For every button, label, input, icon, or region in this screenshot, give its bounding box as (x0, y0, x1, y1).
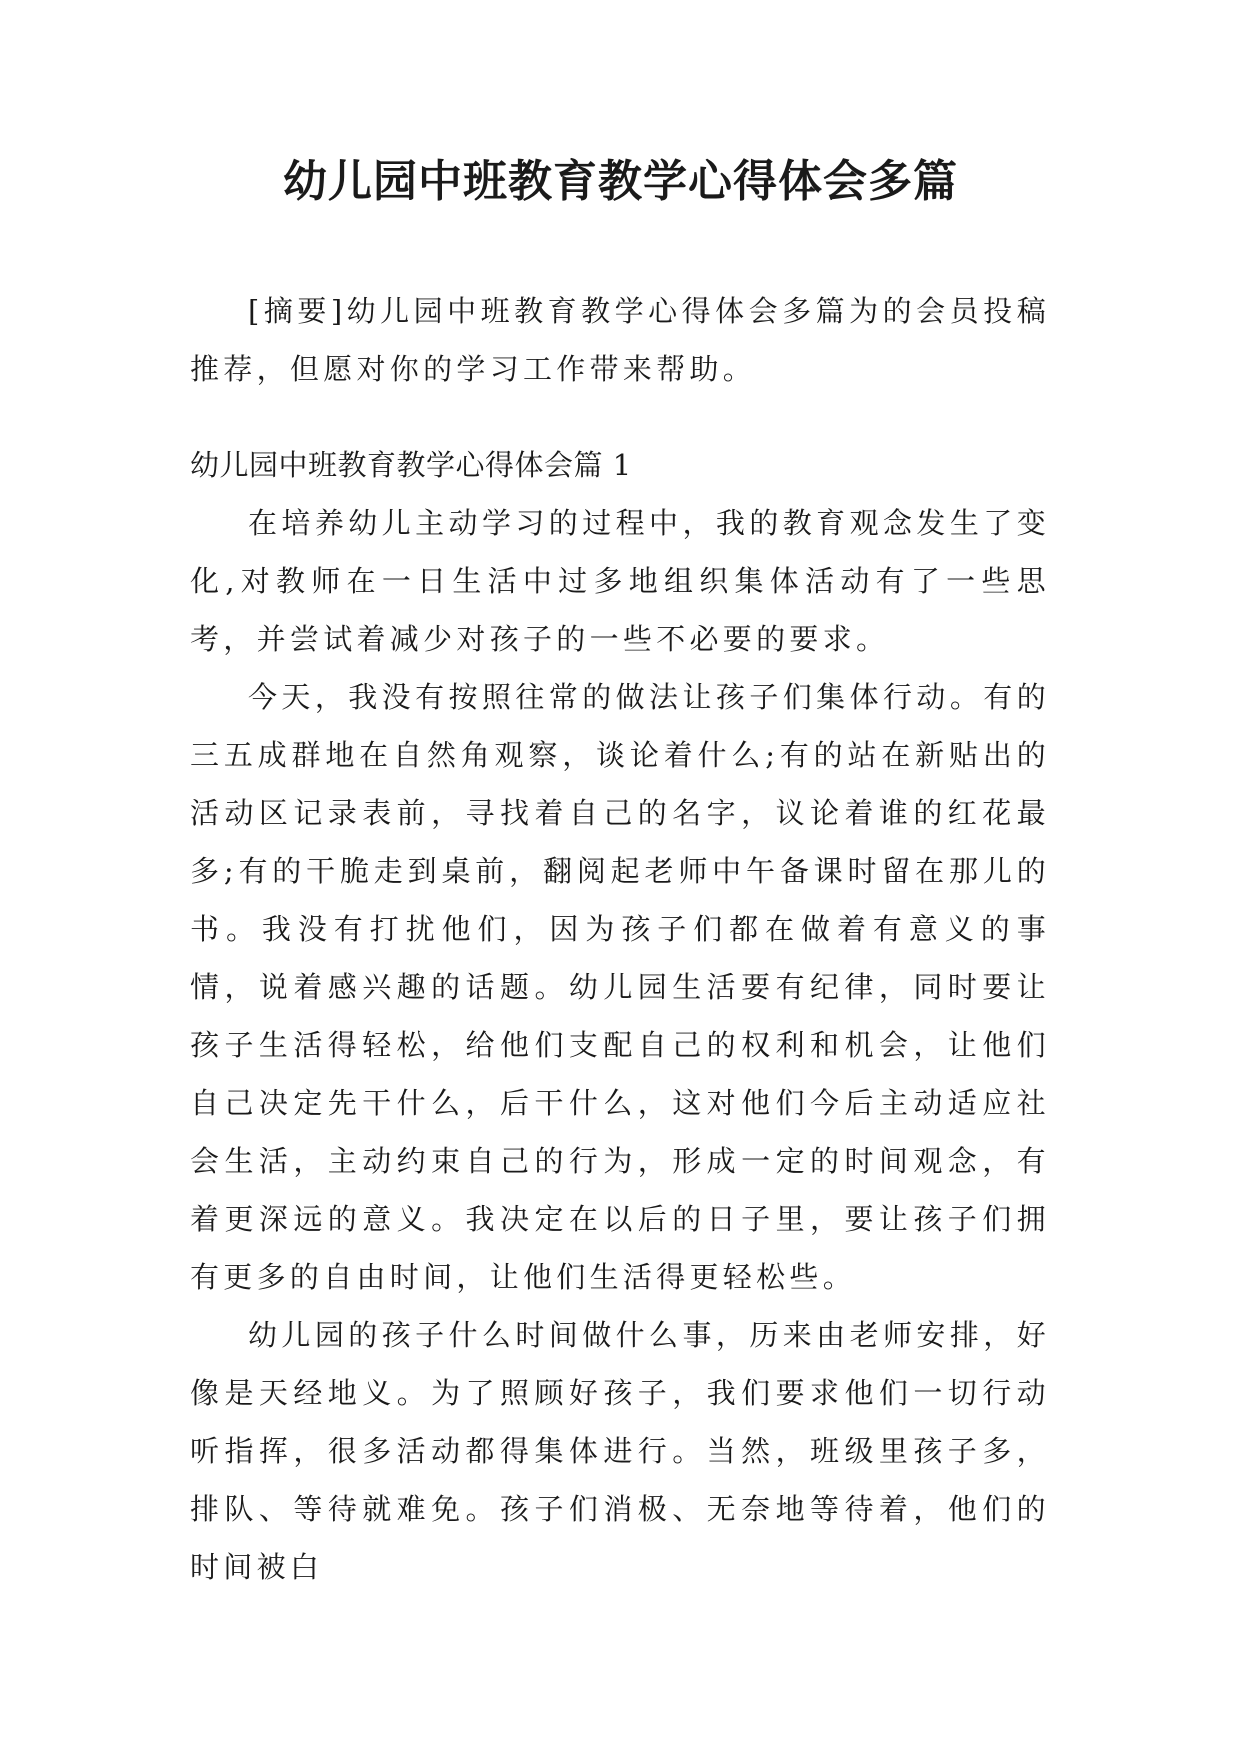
document-title: 幼儿园中班教育教学心得体会多篇 (283, 156, 958, 207)
document-body (190, 282, 1050, 1596)
abstract-paragraph: [摘要]幼儿园中班教育教学心得体会多篇为的会员投稿推荐，但愿对你的学习工作带来帮助。 (190, 294, 1050, 386)
body-paragraph-3: 幼儿园的孩子什么时间做什么事，历来由老师安排，好像是天经地义。为了照顾好孩子，我们要求他们一切行动听指挥，很多活动都得集体进行。当然，班级里孩子多，排队、等待就难免。孩子们消极、无奈地等待着，他们的时间被白 (190, 1318, 1050, 1584)
body-paragraph-2: 今天，我没有按照往常的做法让孩子们集体行动。有的三五成群地在自然角观察，谈论着什么;有的站在新贴出的活动区记录表前，寻找着自己的名字，议论着谁的红花最多;有的干脆走到桌前，翻阅起老师中午备课时留在那儿的书。我没有打扰他们，因为孩子们都在做着有意义的事情，说着感兴趣的话题。幼儿园生活要有纪律，同时要让孩子生活得轻松，给他们支配自己的权利和机会，让他们自己决定先干什么，后干什么，这对他们今后主动适应社会生活，主动约束自己的行为，形成一定的时间观念，有着更深远的意义。我决定在以后的日子里，要让孩子们拥有更多的自由时间，让他们生活得更轻松些。 (190, 680, 1050, 1294)
section-heading: 幼儿园中班教育教学心得体会篇 1 (190, 448, 632, 482)
body-paragraph-1: 在培养幼儿主动学习的过程中，我的教育观念发生了变化,对教师在一日生活中过多地组织集体活动有了一些思考，并尝试着减少对孩子的一些不必要的要求。 (190, 506, 1050, 656)
